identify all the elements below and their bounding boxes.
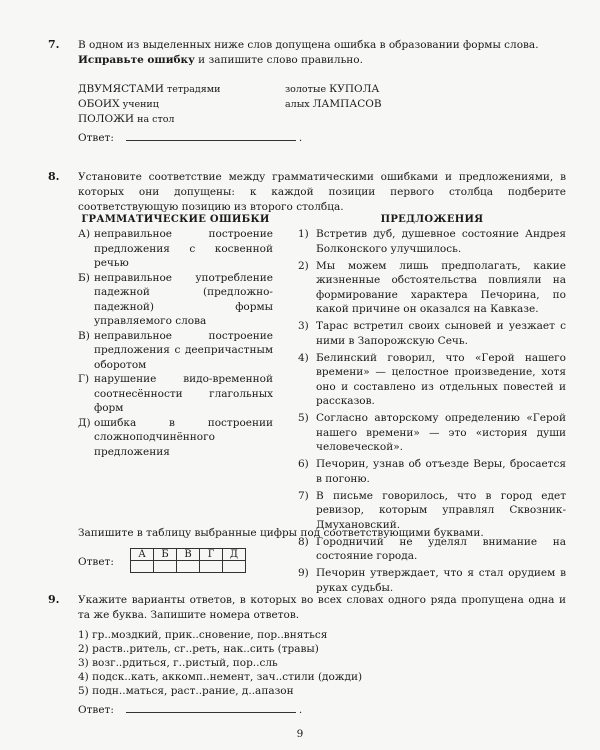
error-item: А) неправильное построение предложения с косвенной речью (78, 228, 273, 269)
question-7-prompt (78, 38, 566, 68)
sentence-item: 4) Белинский говорил, что «Герой нашего времени» — целостное произведение, хотя оно и составлено из отдельных повестей и рассказов. (298, 351, 566, 407)
answer-field[interactable] (126, 702, 296, 713)
sentence-item: 5) Согласно авторскому определению «Герой нашего времени» — это «история души человеческой». (298, 412, 566, 453)
option-item: 4) подск..кать, аккомп..немент, зач..стили (дожди) (78, 671, 363, 683)
error-item: Б) неправильное употребление падежной (предложно-падежной) формы управляемого слова (78, 271, 273, 327)
answer-label: Ответ: (78, 132, 114, 144)
answer-table (130, 548, 246, 573)
page-number: 9 (296, 728, 304, 740)
answer-table-letter: В (177, 549, 200, 561)
question-7-number: 7. (48, 38, 60, 51)
answer-table-letter: Г (200, 549, 223, 561)
answer-cell[interactable] (177, 561, 200, 573)
answer-cell[interactable] (200, 561, 223, 573)
error-item: Г) нарушение видо-временной соотнесённости глагольных форм (78, 373, 273, 414)
question-7-text-end: и запишите слово правильно. (194, 54, 363, 66)
error-item: В) неправильное построение предложения с деепричастным оборотом (78, 329, 273, 371)
sentence-item: 8) Городничий не уделял внимание на состояние города. (298, 535, 566, 562)
answer-cell[interactable] (223, 561, 246, 573)
option-item: 2) раств..ритель, сг..реть, нак..сить (травы) (78, 643, 319, 655)
question-7-words-left (78, 82, 248, 127)
question-7-answer: Ответ: . (78, 132, 303, 144)
answer-table-letter: А (131, 549, 154, 561)
word-item: ДВУМЯСТАМИ тетрадями (78, 83, 221, 95)
answer-table-letter: Д (223, 549, 246, 561)
answer-table-input-row (131, 561, 246, 573)
sentence-item: 9) Печорин утверждает, что я стал орудием в руках судьбы. (298, 567, 566, 594)
option-item: 3) возг..рдиться, г..ристый, пор..сль (78, 657, 278, 669)
question-8-text: Установите соответствие между грамматическими ошибками и предложениями, в которых они допущены: к каждой позиции первого столбца подберите соответствующую позицию из второго столбца. (78, 171, 566, 213)
option-item: 1) гр..моздкий, прик..сновение, пор..вняться (78, 629, 328, 641)
answer-field[interactable] (126, 130, 296, 141)
question-7-words-right (285, 82, 465, 112)
answer-label: Ответ: (78, 704, 114, 716)
sentences-column-header: ПРЕДЛОЖЕНИЯ (380, 214, 484, 225)
option-item: 5) подн..маться, раст..рание, д..апазон (78, 685, 294, 697)
word-item: алых ЛАМПАСОВ (285, 98, 382, 110)
question-7-emphasis: Исправьте ошибку (78, 54, 195, 66)
error-item: Д) ошибка в построении сложноподчинённого предложения (78, 416, 273, 458)
sentence-item: 6) Печорин, узнав об отъезде Веры, бросается в погоню. (298, 458, 566, 485)
sentences-column (298, 227, 566, 598)
word-item: ОБОИХ учениц (78, 98, 159, 110)
word-item: золотые КУПОЛА (285, 83, 380, 95)
errors-column-header: ГРАММАТИЧЕСКИЕ ОШИБКИ (81, 214, 270, 225)
sentence-item: 3) Тарас встретил своих сыновей и уезжает с ними в Запорожскую Сечь. (298, 320, 566, 347)
sentence-item: 1) Встретив дуб, душевное состояние Андрея Болконского улучшилось. (298, 228, 566, 255)
question-7-text: В одном из выделенных ниже слов допущена ошибка в образовании формы слова. (78, 39, 539, 51)
question-8-answer-label: Ответ: (78, 556, 114, 568)
errors-column (78, 227, 273, 459)
answer-table-letter: Б (154, 549, 177, 561)
word-item: ПОЛОЖИ на стол (78, 113, 175, 125)
table-instruction: Запишите в таблицу выбранные цифры под соответствующими буквами. (78, 527, 484, 539)
answer-cell[interactable] (154, 561, 177, 573)
answer-table-header-row (131, 549, 246, 561)
sentence-item: 7) В письме говорилось, что в город едет ревизор, которым управлял Сквозник-Дмухановский. (298, 489, 566, 531)
answer-cell[interactable] (131, 561, 154, 573)
sentence-item: 2) Мы можем лишь предполагать, какие жизненные обстоятельства повлияли на формирование характера Печорина, по какой причине он оказался на Кавказе. (298, 259, 566, 315)
question-8-number: 8. (48, 170, 60, 183)
question-9-text: Укажите варианты ответов, в которых во всех словах одного ряда пропущена одна и та же буква. Запишите номера ответов. (78, 594, 566, 621)
question-9-number: 9. (48, 593, 60, 606)
question-9-answer: Ответ: . (78, 704, 303, 716)
question-9-options (78, 628, 362, 698)
